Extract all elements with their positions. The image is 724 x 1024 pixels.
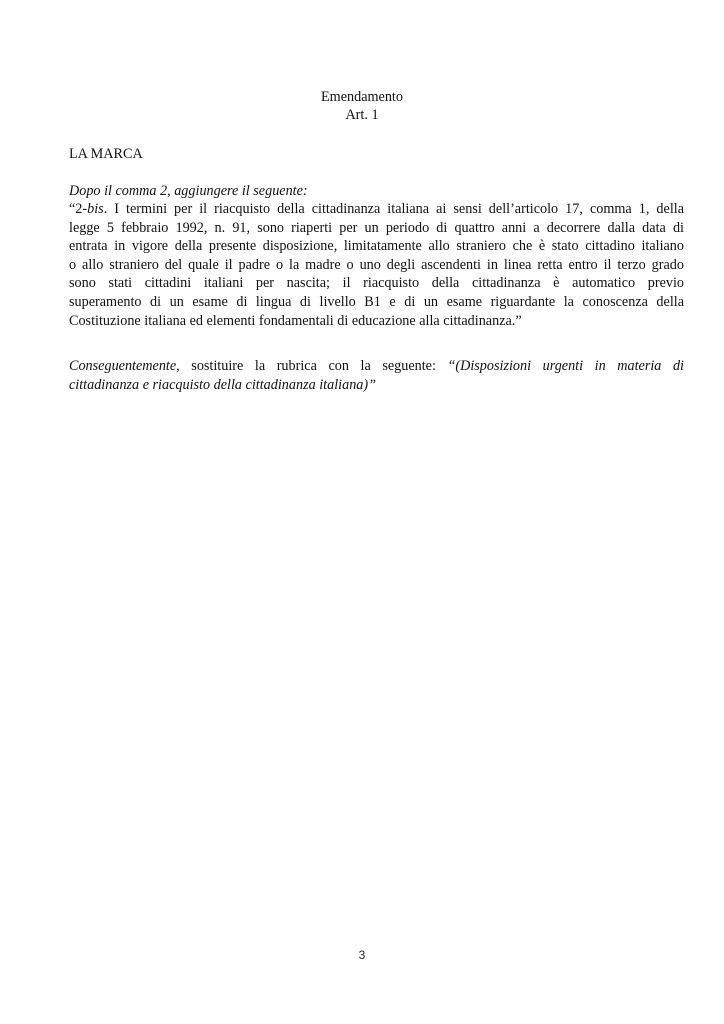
consequence-line	[69, 357, 684, 376]
amendment-text-line	[69, 200, 684, 219]
consequence-line	[69, 376, 684, 395]
open-quote: “2-	[69, 201, 88, 217]
consequence-paragraph	[69, 357, 684, 394]
amendment-instruction: Dopo il comma 2, aggiungere il seguente:	[69, 183, 308, 199]
amendment-text-line: superamento di un esame di lingua di livello B1 e di un esame riguardante la conoscenza della	[69, 293, 684, 310]
amendment-text-line: Costituzione italiana ed elementi fondamentali di educazione alla cittadinanza.”	[69, 312, 522, 329]
amendment-text-line: entrata in vigore della presente disposizione, limitatamente allo straniero che è stato cittadino italiano	[69, 238, 684, 255]
amendment-text-line: o allo straniero del quale il padre o la madre o uno degli ascendenti in linea retta entro il terzo grado	[69, 256, 684, 273]
new-title-part2: cittadinanza e riacquisto della cittadinanza italiana)”	[69, 376, 376, 393]
amendment-text	[69, 200, 684, 330]
amendment-author: LA MARCA	[69, 146, 143, 162]
bis-label: bis	[87, 201, 104, 217]
line-text: . I termini per il riacquisto della cittadinanza italiana ai sensi dell’articolo 17, comma 1, della	[103, 201, 684, 217]
amendment-text-line: sono stati cittadini italiani per nascita; il riacquisto della cittadinanza è automatico previo	[69, 275, 684, 292]
document-title: Emendamento	[321, 89, 403, 105]
article-number: Art. 1	[345, 107, 379, 123]
consequence-text: sostituire la rubrica con la seguente:	[179, 358, 448, 374]
new-title-part1: “(Disposizioni urgenti in materia di	[447, 358, 684, 374]
amendment-text-line: legge 5 febbraio 1992, n. 91, sono riaperti per un periodo di quattro anni a decorrere dalla data di	[69, 219, 684, 236]
page-number: 3	[358, 948, 366, 962]
consequence-lead: Conseguentemente,	[69, 358, 180, 374]
